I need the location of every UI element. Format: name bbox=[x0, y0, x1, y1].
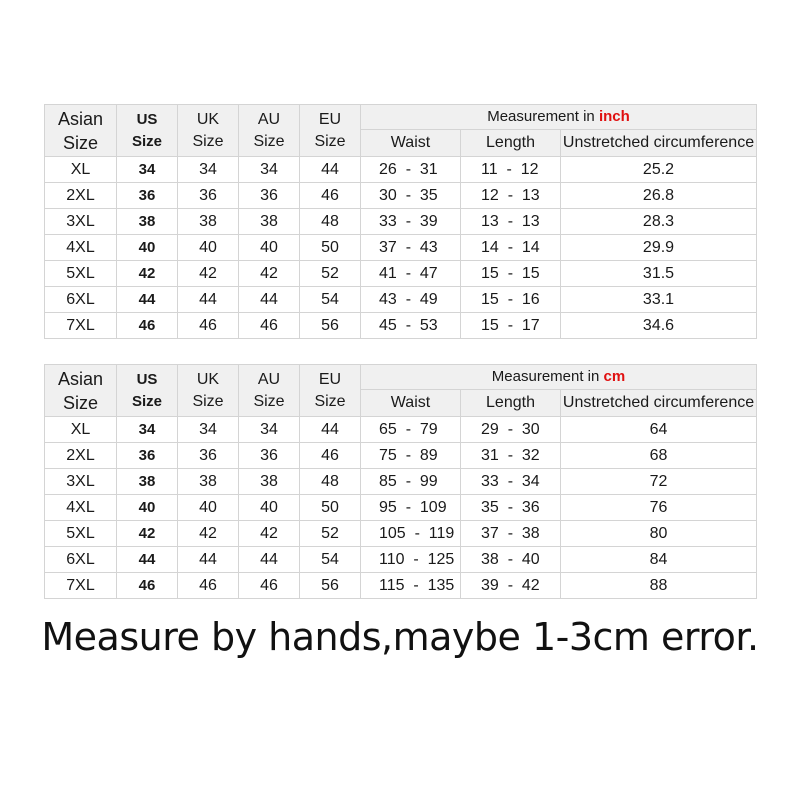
size-table-cm bbox=[44, 364, 757, 599]
eu-size-cell: 52 bbox=[300, 521, 361, 547]
table-row bbox=[45, 521, 757, 547]
circumference-cell: 34.6 bbox=[561, 313, 757, 339]
eu-size-cell: 52 bbox=[300, 261, 361, 287]
waist-cell: 26 - 31 bbox=[361, 157, 461, 183]
au-size-cell: 46 bbox=[239, 313, 300, 339]
length-cell: 37 - 38 bbox=[461, 521, 561, 547]
eu-size-cell: 48 bbox=[300, 469, 361, 495]
eu-size-cell: 46 bbox=[300, 183, 361, 209]
header-waist: Waist bbox=[361, 390, 461, 417]
asian-size-cell: XL bbox=[45, 417, 117, 443]
header-measurement-inch: Measurement in inch bbox=[361, 105, 757, 130]
asian-size-cell: 3XL bbox=[45, 209, 117, 235]
asian-size-cell: 2XL bbox=[45, 183, 117, 209]
asian-size-cell: 5XL bbox=[45, 521, 117, 547]
table-row bbox=[45, 183, 757, 209]
us-size-cell: 40 bbox=[117, 235, 178, 261]
au-size-cell: 34 bbox=[239, 417, 300, 443]
length-cell: 31 - 32 bbox=[461, 443, 561, 469]
uk-size-cell: 46 bbox=[178, 573, 239, 599]
us-size-cell: 44 bbox=[117, 287, 178, 313]
header-asian-size: Asian Size bbox=[45, 365, 117, 417]
au-size-cell: 46 bbox=[239, 573, 300, 599]
length-cell: 14 - 14 bbox=[461, 235, 561, 261]
header-uk-size: UK Size bbox=[178, 365, 239, 417]
waist-cell: 41 - 47 bbox=[361, 261, 461, 287]
circumference-cell: 64 bbox=[561, 417, 757, 443]
length-cell: 11 - 12 bbox=[461, 157, 561, 183]
asian-size-cell: 6XL bbox=[45, 547, 117, 573]
uk-size-cell: 44 bbox=[178, 287, 239, 313]
eu-size-cell: 50 bbox=[300, 495, 361, 521]
waist-cell: 110 - 125 bbox=[361, 547, 461, 573]
header-circumference: Unstretched circumference bbox=[561, 390, 757, 417]
measurement-note: Measure by hands,maybe 1-3cm error. bbox=[41, 615, 759, 659]
au-size-cell: 44 bbox=[239, 287, 300, 313]
table-row bbox=[45, 313, 757, 339]
eu-size-cell: 50 bbox=[300, 235, 361, 261]
asian-size-cell: 7XL bbox=[45, 573, 117, 599]
eu-size-cell: 56 bbox=[300, 313, 361, 339]
length-cell: 38 - 40 bbox=[461, 547, 561, 573]
us-size-cell: 34 bbox=[117, 157, 178, 183]
circumference-cell: 33.1 bbox=[561, 287, 757, 313]
header-us-size: US Size bbox=[117, 365, 178, 417]
asian-size-cell: 7XL bbox=[45, 313, 117, 339]
au-size-cell: 42 bbox=[239, 261, 300, 287]
length-cell: 33 - 34 bbox=[461, 469, 561, 495]
waist-cell: 115 - 135 bbox=[361, 573, 461, 599]
table-row bbox=[45, 547, 757, 573]
asian-size-cell: 3XL bbox=[45, 469, 117, 495]
au-size-cell: 38 bbox=[239, 209, 300, 235]
header-measurement-cm: Measurement in cm bbox=[361, 365, 757, 390]
eu-size-cell: 48 bbox=[300, 209, 361, 235]
us-size-cell: 44 bbox=[117, 547, 178, 573]
header-eu-size: EU Size bbox=[300, 365, 361, 417]
waist-cell: 43 - 49 bbox=[361, 287, 461, 313]
uk-size-cell: 40 bbox=[178, 235, 239, 261]
au-size-cell: 38 bbox=[239, 469, 300, 495]
us-size-cell: 38 bbox=[117, 209, 178, 235]
uk-size-cell: 42 bbox=[178, 261, 239, 287]
length-cell: 35 - 36 bbox=[461, 495, 561, 521]
us-size-cell: 38 bbox=[117, 469, 178, 495]
waist-cell: 30 - 35 bbox=[361, 183, 461, 209]
header-waist: Waist bbox=[361, 130, 461, 157]
circumference-cell: 88 bbox=[561, 573, 757, 599]
waist-cell: 85 - 99 bbox=[361, 469, 461, 495]
us-size-cell: 40 bbox=[117, 495, 178, 521]
table-row bbox=[45, 443, 757, 469]
unit-label: cm bbox=[603, 368, 626, 385]
table-row bbox=[45, 209, 757, 235]
us-size-cell: 34 bbox=[117, 417, 178, 443]
header-length: Length bbox=[461, 390, 561, 417]
header-circumference: Unstretched circumference bbox=[561, 130, 757, 157]
uk-size-cell: 44 bbox=[178, 547, 239, 573]
waist-cell: 37 - 43 bbox=[361, 235, 461, 261]
uk-size-cell: 40 bbox=[178, 495, 239, 521]
uk-size-cell: 38 bbox=[178, 209, 239, 235]
eu-size-cell: 54 bbox=[300, 287, 361, 313]
asian-size-cell: 6XL bbox=[45, 287, 117, 313]
unit-label: inch bbox=[598, 108, 630, 125]
waist-cell: 95 - 109 bbox=[361, 495, 461, 521]
circumference-cell: 29.9 bbox=[561, 235, 757, 261]
asian-size-cell: 2XL bbox=[45, 443, 117, 469]
waist-cell: 75 - 89 bbox=[361, 443, 461, 469]
asian-size-cell: 4XL bbox=[45, 495, 117, 521]
au-size-cell: 40 bbox=[239, 235, 300, 261]
eu-size-cell: 46 bbox=[300, 443, 361, 469]
header-uk-size: UK Size bbox=[178, 105, 239, 157]
au-size-cell: 42 bbox=[239, 521, 300, 547]
eu-size-cell: 44 bbox=[300, 417, 361, 443]
table-row bbox=[45, 573, 757, 599]
header-length: Length bbox=[461, 130, 561, 157]
au-size-cell: 40 bbox=[239, 495, 300, 521]
circumference-cell: 31.5 bbox=[561, 261, 757, 287]
eu-size-cell: 54 bbox=[300, 547, 361, 573]
uk-size-cell: 42 bbox=[178, 521, 239, 547]
length-cell: 15 - 15 bbox=[461, 261, 561, 287]
length-cell: 15 - 16 bbox=[461, 287, 561, 313]
au-size-cell: 36 bbox=[239, 443, 300, 469]
length-cell: 39 - 42 bbox=[461, 573, 561, 599]
uk-size-cell: 46 bbox=[178, 313, 239, 339]
header-au-size: AU Size bbox=[239, 365, 300, 417]
table-row bbox=[45, 157, 757, 183]
circumference-cell: 80 bbox=[561, 521, 757, 547]
header-us-size: US Size bbox=[117, 105, 178, 157]
uk-size-cell: 34 bbox=[178, 417, 239, 443]
length-cell: 29 - 30 bbox=[461, 417, 561, 443]
header-eu-size: EU Size bbox=[300, 105, 361, 157]
uk-size-cell: 36 bbox=[178, 443, 239, 469]
au-size-cell: 44 bbox=[239, 547, 300, 573]
table-row bbox=[45, 495, 757, 521]
uk-size-cell: 36 bbox=[178, 183, 239, 209]
circumference-cell: 26.8 bbox=[561, 183, 757, 209]
header-asian-size: Asian Size bbox=[45, 105, 117, 157]
us-size-cell: 42 bbox=[117, 521, 178, 547]
asian-size-cell: 4XL bbox=[45, 235, 117, 261]
circumference-cell: 25.2 bbox=[561, 157, 757, 183]
us-size-cell: 36 bbox=[117, 183, 178, 209]
eu-size-cell: 56 bbox=[300, 573, 361, 599]
au-size-cell: 34 bbox=[239, 157, 300, 183]
waist-cell: 45 - 53 bbox=[361, 313, 461, 339]
length-cell: 12 - 13 bbox=[461, 183, 561, 209]
circumference-cell: 68 bbox=[561, 443, 757, 469]
us-size-cell: 36 bbox=[117, 443, 178, 469]
header-au-size: AU Size bbox=[239, 105, 300, 157]
uk-size-cell: 38 bbox=[178, 469, 239, 495]
circumference-cell: 76 bbox=[561, 495, 757, 521]
length-cell: 15 - 17 bbox=[461, 313, 561, 339]
us-size-cell: 42 bbox=[117, 261, 178, 287]
au-size-cell: 36 bbox=[239, 183, 300, 209]
waist-cell: 65 - 79 bbox=[361, 417, 461, 443]
us-size-cell: 46 bbox=[117, 313, 178, 339]
us-size-cell: 46 bbox=[117, 573, 178, 599]
table-row bbox=[45, 261, 757, 287]
asian-size-cell: 5XL bbox=[45, 261, 117, 287]
uk-size-cell: 34 bbox=[178, 157, 239, 183]
waist-cell: 33 - 39 bbox=[361, 209, 461, 235]
asian-size-cell: XL bbox=[45, 157, 117, 183]
table-row bbox=[45, 417, 757, 443]
circumference-cell: 72 bbox=[561, 469, 757, 495]
circumference-cell: 84 bbox=[561, 547, 757, 573]
eu-size-cell: 44 bbox=[300, 157, 361, 183]
table-row bbox=[45, 469, 757, 495]
waist-cell: 105 - 119 bbox=[361, 521, 461, 547]
table-row bbox=[45, 235, 757, 261]
size-table-inch bbox=[44, 104, 757, 339]
length-cell: 13 - 13 bbox=[461, 209, 561, 235]
table-row bbox=[45, 287, 757, 313]
circumference-cell: 28.3 bbox=[561, 209, 757, 235]
